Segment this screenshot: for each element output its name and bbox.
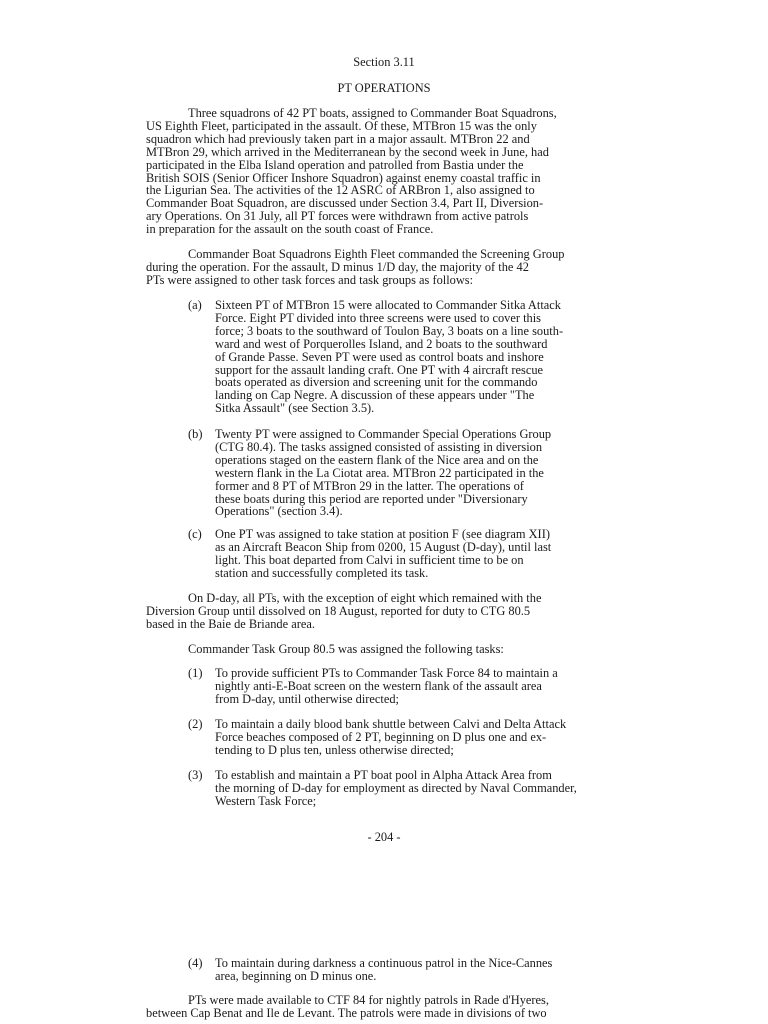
task-item-label: (4) [188,956,203,970]
task-item-text: To maintain during darkness a continuous patrol in the Nice-Cannes area, beginning on D minus one. [215,956,553,983]
task-item-label: (2) [188,717,203,731]
list-item-c [188,528,748,580]
task-item-text: To establish and maintain a PT boat pool in Alpha Attack Area from the morning of D-day for employment as directed by Naval Commander, Western Task Force; [215,768,577,808]
d-day-paragraph: On D-day, all PTs, with the exception of eight which remained with the Diversion Group until dissolved on 18 August, reported for duty to CTG 80.5 based in the Baie de Briande area. [146,591,542,631]
task-item-label: (3) [188,768,203,782]
page-gap [0,860,768,940]
intro-paragraph: Three squadrons of 42 PT boats, assigned to Commander Boat Squadrons, US Eighth Fleet, participated in the assault. Of these, MTBron 15 was the only squadron which had previously taken part in a major assault. MTBron 22 and MTBron 29, which arrived in the Mediterranean by the second week in June, had participated in the Elba Island operation and patrolled from Bastia under the British SOIS (Senior Officer Inshore Squadron) against enemy coastal traffic in the Ligurian Sea. The activities of the 12 ASRC of ARBron 1, also assigned to Commander Boat Squadron, are discussed under Section 3.4, Part II, Diversion- ary Operations. On 31 July, all PT forces were withdrawn from active patrols in preparation for the assault on the south coast of France. [146,106,557,237]
ctf84-paragraph: PTs were made available to CTF 84 for nightly patrols in Rade d'Hyeres, between Cap Benat and Ile de Levant. The patrols were made in divisions of two [146,993,549,1020]
task-item-4 [188,957,748,983]
task-item-1 [188,667,748,706]
list-item-label: (c) [188,527,202,541]
section-number: Section 3.11 [353,55,415,69]
list-item-text: Sixteen PT of MTBron 15 were allocated to Commander Sitka Attack Force. Eight PT divided into three screens were used to cover this force; 3 boats to the southward of Toulon Bay, 3 boats on a line south- ward and west of Porquerolles Island, and 2 boats to the southward of Grande Passe. Seven PT were used as control boats and inshore support for the assault landing craft. One PT with 4 aircraft rescue boats operated as diversion and screening unit for the commando landing on Cap Negre. A discussion of these appears under "The Sitka Assault" (see Section 3.5). [215,298,564,416]
list-item-text: One PT was assigned to take station at position F (see diagram XII) as an Aircraft Beacon Ship from 0200, 15 August (D-day), until last light. This boat departed from Calvi in sufficient time to be on station and successfully completed its task. [215,527,552,580]
screening-group-paragraph: Commander Boat Squadrons Eighth Fleet commanded the Screening Group during the operation. For the assault, D minus 1/D day, the majority of the 42 PTs were assigned to other task forces and task groups as follows: [146,247,565,287]
task-item-text: To maintain a daily blood bank shuttle between Calvi and Delta Attack Force beaches composed of 2 PT, beginning on D plus one and ex- tending to D plus ten, unless otherwise directed; [215,717,567,757]
page-title: PT OPERATIONS [337,81,431,95]
task-item-text: To provide sufficient PTs to Commander Task Force 84 to maintain a nightly anti-E-Boat screen on the western flank of the assault area from D-day, until otherwise directed; [215,666,558,706]
task-item-3 [188,769,748,808]
list-item-b [188,428,748,518]
task-group-intro: Commander Task Group 80.5 was assigned the following tasks: [188,642,504,656]
list-item-a [188,299,748,415]
list-item-text: Twenty PT were assigned to Commander Special Operations Group (CTG 80.4). The tasks assigned consisted of assisting in diversion operations staged on the eastern flank of the Nice area and on the western flank in the La Ciotat area. MTBron 22 participated in the former and 8 PT of MTBron 29 in the latter. The operations of these boats during this period are reported under "Diversionary Operations" (section 3.4). [215,427,552,519]
page-number: - 204 - [367,830,401,844]
list-item-label: (b) [188,427,203,441]
list-item-label: (a) [188,298,202,312]
task-item-label: (1) [188,666,203,680]
task-item-2 [188,718,748,757]
